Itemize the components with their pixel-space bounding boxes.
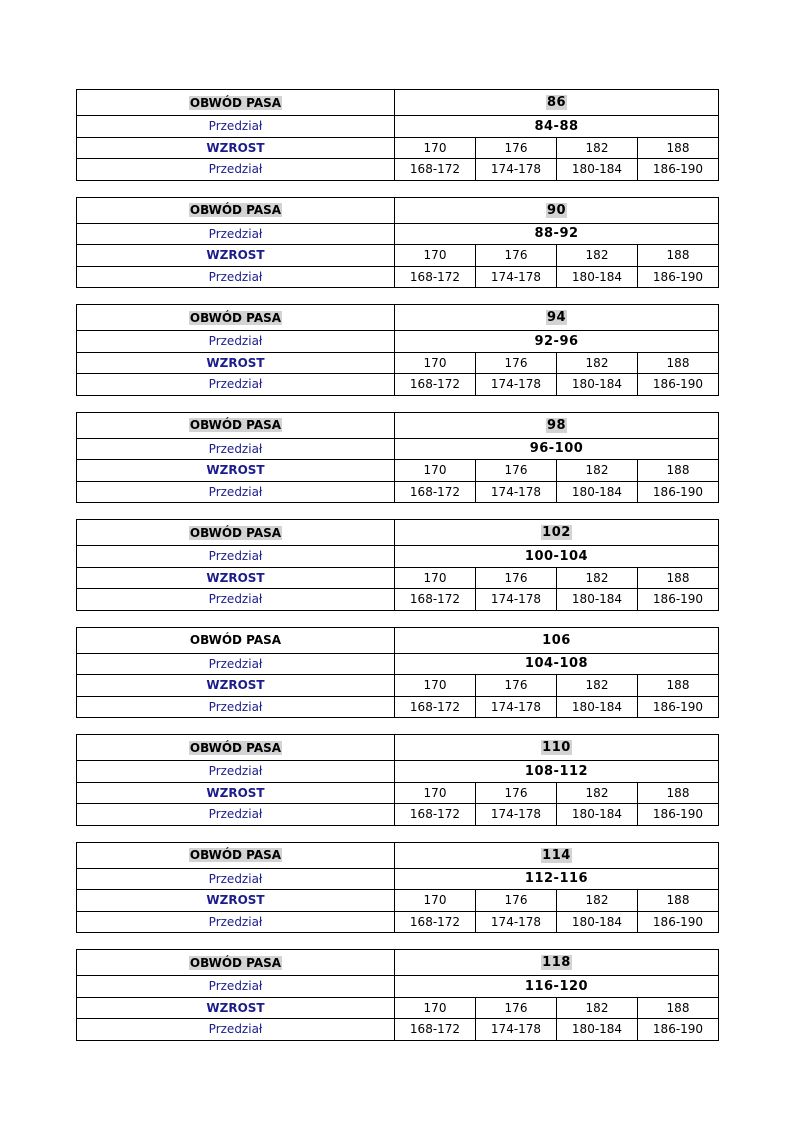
height-label: WZROST <box>206 678 265 693</box>
range-label-cell <box>77 223 395 245</box>
height-row <box>77 997 719 1019</box>
size-table-5 <box>76 627 719 719</box>
waist-range-value: 84-88 <box>534 118 579 134</box>
range-label: Przedział <box>208 699 263 714</box>
waist-row <box>77 197 719 223</box>
waist-label-cell <box>77 305 395 331</box>
range-label: Przedział <box>208 119 263 134</box>
height-label: WZROST <box>206 140 265 155</box>
size-tables <box>76 89 719 1057</box>
waist-range-cell <box>395 868 719 890</box>
waist-value-cell <box>395 90 719 116</box>
height-value: 170 <box>395 245 476 267</box>
size-table-4 <box>76 519 719 611</box>
size-table-8 <box>76 949 719 1041</box>
waist-range-cell <box>395 223 719 245</box>
waist-label-cell <box>77 842 395 868</box>
waist-range-value: 88-92 <box>534 226 579 242</box>
waist-value-cell <box>395 950 719 976</box>
waist-label: OBWÓD PASA <box>189 740 282 755</box>
height-row <box>77 352 719 374</box>
height-label: WZROST <box>206 785 265 800</box>
height-value: 170 <box>395 890 476 912</box>
height-value: 182 <box>557 782 638 804</box>
range-label-cell <box>77 116 395 138</box>
height-value: 176 <box>476 890 557 912</box>
height-range-value: 174-178 <box>476 266 557 288</box>
range-label-cell <box>77 481 395 503</box>
height-range-value: 168-172 <box>395 696 476 718</box>
waist-value: 94 <box>546 310 567 325</box>
range-label-cell <box>77 976 395 998</box>
waist-label-cell <box>77 735 395 761</box>
range-label: Przedział <box>208 1022 263 1037</box>
height-label: WZROST <box>206 570 265 585</box>
height-value: 176 <box>476 245 557 267</box>
waist-label: OBWÓD PASA <box>189 418 282 432</box>
waist-label: OBWÓD PASA <box>189 95 282 110</box>
waist-range-row <box>77 546 719 568</box>
height-range-value: 186-190 <box>638 696 719 718</box>
height-range-value: 174-178 <box>476 481 557 503</box>
waist-range-row <box>77 438 719 460</box>
height-value: 170 <box>395 460 476 482</box>
height-range-value: 180-184 <box>557 589 638 611</box>
range-label: Przedział <box>208 871 263 886</box>
range-label-cell <box>77 438 395 460</box>
size-table-7 <box>76 842 719 934</box>
height-range-value: 174-178 <box>476 911 557 933</box>
range-label: Przedział <box>208 162 263 177</box>
waist-range-cell <box>395 976 719 998</box>
waist-row <box>77 305 719 331</box>
waist-value-cell <box>395 842 719 868</box>
height-value: 188 <box>638 782 719 804</box>
size-table-6 <box>76 734 719 826</box>
height-value: 182 <box>557 245 638 267</box>
height-range-value: 180-184 <box>557 1019 638 1041</box>
height-range-value: 180-184 <box>557 696 638 718</box>
height-value: 176 <box>476 997 557 1019</box>
waist-range-cell <box>395 331 719 353</box>
height-row <box>77 890 719 912</box>
waist-value-cell <box>395 520 719 546</box>
height-value: 176 <box>476 137 557 159</box>
height-range-value: 186-190 <box>638 804 719 826</box>
height-row <box>77 675 719 697</box>
height-label-cell <box>77 997 395 1019</box>
waist-label: OBWÓD PASA <box>189 203 282 217</box>
waist-value: 86 <box>546 95 567 110</box>
height-value: 182 <box>557 890 638 912</box>
height-value: 182 <box>557 460 638 482</box>
waist-label: OBWÓD PASA <box>189 633 282 647</box>
waist-value: 118 <box>542 955 571 970</box>
waist-value: 106 <box>542 632 571 648</box>
height-row <box>77 782 719 804</box>
height-label: WZROST <box>206 463 265 478</box>
height-range-value: 180-184 <box>557 911 638 933</box>
height-range-value: 180-184 <box>557 481 638 503</box>
height-range-value: 168-172 <box>395 481 476 503</box>
range-label-cell <box>77 266 395 288</box>
range-label-cell <box>77 653 395 675</box>
range-label: Przedział <box>208 226 263 241</box>
waist-range-cell <box>395 653 719 675</box>
height-range-row <box>77 911 719 933</box>
height-range-row <box>77 266 719 288</box>
waist-row <box>77 950 719 976</box>
height-label: WZROST <box>206 248 265 263</box>
height-label-cell <box>77 890 395 912</box>
waist-row <box>77 842 719 868</box>
waist-range-value: 96-100 <box>529 441 584 457</box>
height-range-value: 168-172 <box>395 266 476 288</box>
waist-row <box>77 627 719 653</box>
waist-value: 90 <box>546 202 567 218</box>
range-label-cell <box>77 374 395 396</box>
height-label-cell <box>77 567 395 589</box>
waist-row <box>77 412 719 438</box>
size-table-1 <box>76 197 719 289</box>
height-value: 188 <box>638 890 719 912</box>
height-value: 170 <box>395 782 476 804</box>
waist-range-value: 104-108 <box>524 656 589 672</box>
height-range-value: 174-178 <box>476 374 557 396</box>
height-value: 188 <box>638 352 719 374</box>
height-label-cell <box>77 137 395 159</box>
waist-range-row <box>77 868 719 890</box>
height-range-value: 174-178 <box>476 589 557 611</box>
waist-range-cell <box>395 761 719 783</box>
waist-row <box>77 735 719 761</box>
waist-range-cell <box>395 116 719 138</box>
height-value: 188 <box>638 567 719 589</box>
height-value: 176 <box>476 782 557 804</box>
waist-value: 102 <box>542 525 571 540</box>
range-label-cell <box>77 696 395 718</box>
height-value: 182 <box>557 675 638 697</box>
waist-row <box>77 520 719 546</box>
height-value: 176 <box>476 460 557 482</box>
height-range-value: 186-190 <box>638 589 719 611</box>
waist-range-cell <box>395 546 719 568</box>
height-label-cell <box>77 352 395 374</box>
height-value: 176 <box>476 352 557 374</box>
height-range-value: 174-178 <box>476 1019 557 1041</box>
height-range-row <box>77 374 719 396</box>
waist-value: 114 <box>542 847 571 863</box>
range-label-cell <box>77 761 395 783</box>
range-label: Przedział <box>208 484 263 499</box>
height-range-value: 186-190 <box>638 481 719 503</box>
range-label: Przedział <box>208 334 263 349</box>
range-label-cell <box>77 159 395 181</box>
waist-label-cell <box>77 627 395 653</box>
height-range-value: 180-184 <box>557 159 638 181</box>
height-range-row <box>77 804 719 826</box>
height-value: 182 <box>557 137 638 159</box>
waist-label-cell <box>77 950 395 976</box>
range-label-cell <box>77 1019 395 1041</box>
height-value: 176 <box>476 567 557 589</box>
range-label: Przedział <box>208 764 263 779</box>
height-row <box>77 245 719 267</box>
height-range-row <box>77 481 719 503</box>
height-row <box>77 137 719 159</box>
height-range-value: 186-190 <box>638 159 719 181</box>
height-value: 182 <box>557 352 638 374</box>
height-label: WZROST <box>206 893 265 908</box>
height-range-value: 168-172 <box>395 374 476 396</box>
height-range-value: 186-190 <box>638 911 719 933</box>
height-range-value: 186-190 <box>638 374 719 396</box>
waist-range-cell <box>395 438 719 460</box>
waist-label: OBWÓD PASA <box>189 525 282 540</box>
size-table-2 <box>76 304 719 396</box>
waist-label-cell <box>77 412 395 438</box>
waist-range-value: 108-112 <box>524 763 589 779</box>
range-label: Przedział <box>208 656 263 671</box>
range-label: Przedział <box>208 914 263 929</box>
height-range-value: 180-184 <box>557 266 638 288</box>
height-value: 182 <box>557 997 638 1019</box>
waist-label-cell <box>77 90 395 116</box>
height-range-value: 168-172 <box>395 911 476 933</box>
height-range-value: 174-178 <box>476 804 557 826</box>
waist-label-cell <box>77 520 395 546</box>
height-range-row <box>77 589 719 611</box>
waist-range-row <box>77 653 719 675</box>
waist-range-value: 92-96 <box>534 333 579 349</box>
height-label-cell <box>77 782 395 804</box>
height-value: 170 <box>395 137 476 159</box>
height-range-value: 174-178 <box>476 696 557 718</box>
waist-value-cell <box>395 735 719 761</box>
waist-range-value: 116-120 <box>524 978 589 994</box>
range-label: Przedział <box>208 807 263 822</box>
height-value: 188 <box>638 137 719 159</box>
range-label-cell <box>77 546 395 568</box>
waist-range-value: 112-116 <box>524 871 589 887</box>
range-label: Przedział <box>208 592 263 607</box>
range-label-cell <box>77 589 395 611</box>
height-value: 188 <box>638 245 719 267</box>
range-label: Przedział <box>208 549 263 564</box>
height-label: WZROST <box>206 355 265 370</box>
waist-label: OBWÓD PASA <box>189 955 282 970</box>
waist-range-row <box>77 223 719 245</box>
height-label-cell <box>77 675 395 697</box>
waist-value: 98 <box>546 417 567 433</box>
height-value: 188 <box>638 675 719 697</box>
waist-label: OBWÓD PASA <box>189 848 282 862</box>
height-range-value: 186-190 <box>638 1019 719 1041</box>
height-value: 182 <box>557 567 638 589</box>
range-label-cell <box>77 331 395 353</box>
waist-range-value: 100-104 <box>524 548 589 564</box>
waist-range-row <box>77 976 719 998</box>
waist-value: 110 <box>542 740 571 755</box>
range-label-cell <box>77 868 395 890</box>
height-value: 170 <box>395 997 476 1019</box>
height-range-row <box>77 1019 719 1041</box>
range-label: Przedział <box>208 269 263 284</box>
height-range-value: 180-184 <box>557 804 638 826</box>
height-range-value: 186-190 <box>638 266 719 288</box>
height-value: 188 <box>638 997 719 1019</box>
waist-row <box>77 90 719 116</box>
height-range-value: 180-184 <box>557 374 638 396</box>
height-value: 170 <box>395 567 476 589</box>
waist-value-cell <box>395 627 719 653</box>
waist-value-cell <box>395 305 719 331</box>
waist-range-row <box>77 116 719 138</box>
height-range-row <box>77 696 719 718</box>
height-value: 170 <box>395 675 476 697</box>
size-table-0 <box>76 89 719 181</box>
waist-label: OBWÓD PASA <box>189 310 282 325</box>
height-range-value: 168-172 <box>395 1019 476 1041</box>
height-value: 188 <box>638 460 719 482</box>
waist-value-cell <box>395 197 719 223</box>
range-label-cell <box>77 804 395 826</box>
height-label-cell <box>77 460 395 482</box>
height-row <box>77 460 719 482</box>
size-table-3 <box>76 412 719 504</box>
height-range-value: 174-178 <box>476 159 557 181</box>
range-label: Przedział <box>208 377 263 392</box>
height-range-value: 168-172 <box>395 804 476 826</box>
waist-range-row <box>77 761 719 783</box>
waist-value-cell <box>395 412 719 438</box>
height-row <box>77 567 719 589</box>
height-range-value: 168-172 <box>395 589 476 611</box>
height-range-value: 168-172 <box>395 159 476 181</box>
height-value: 170 <box>395 352 476 374</box>
height-range-row <box>77 159 719 181</box>
waist-range-row <box>77 331 719 353</box>
range-label: Przedział <box>208 441 263 456</box>
height-label-cell <box>77 245 395 267</box>
range-label: Przedział <box>208 979 263 994</box>
height-value: 176 <box>476 675 557 697</box>
height-label: WZROST <box>206 1000 265 1015</box>
range-label-cell <box>77 911 395 933</box>
waist-label-cell <box>77 197 395 223</box>
